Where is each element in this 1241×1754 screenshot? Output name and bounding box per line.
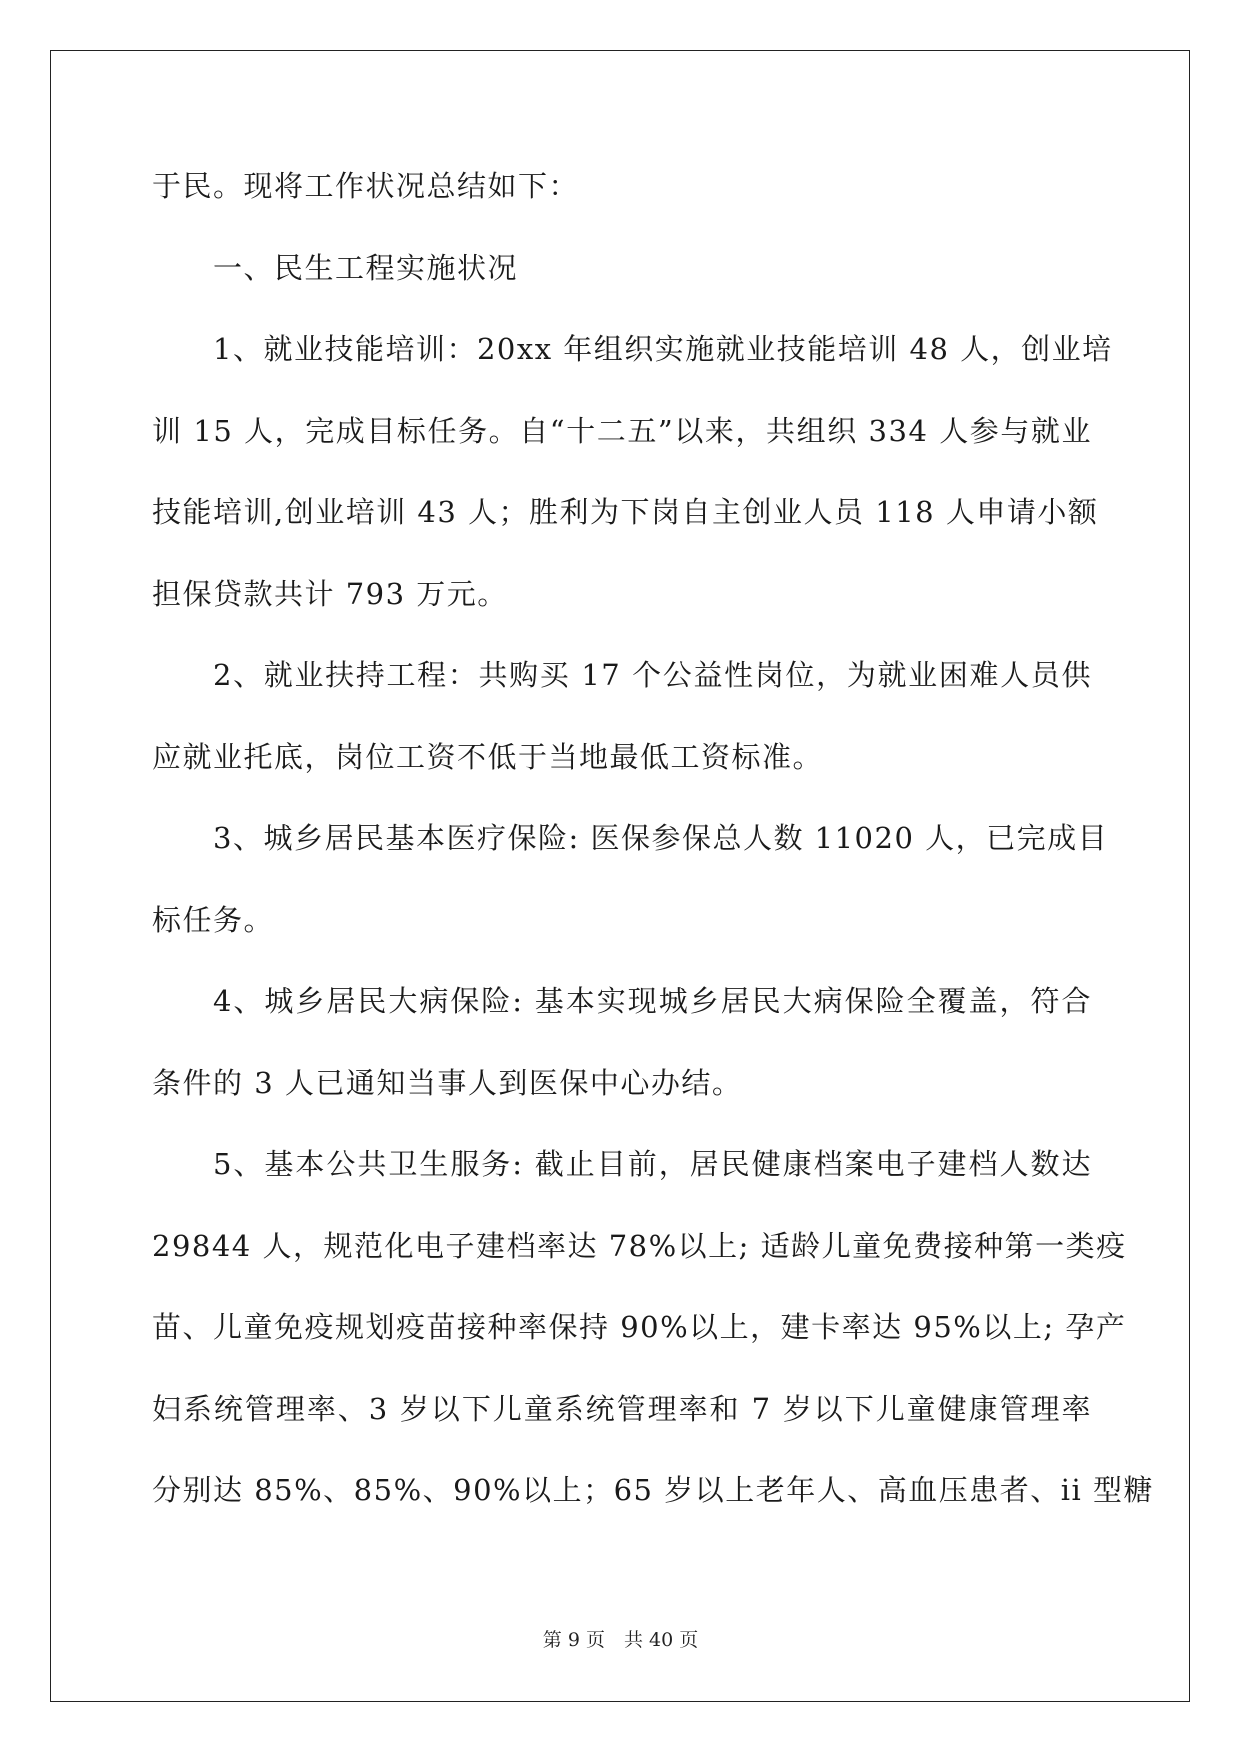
text-line: 担保贷款共计 793 万元。	[152, 576, 508, 611]
text-line: 1、就业技能培训：20xx 年组织实施就业技能培训 48 人，创业培	[213, 332, 1113, 366]
text-line: 2、就业扶持工程：共购买 17 个公益性岗位，为就业困难人员供	[213, 658, 1092, 692]
text-line: 训 15 人，完成目标任务。自“十二五”以来，共组织 334 人参与就业	[152, 413, 1092, 448]
text-line: 技能培训,创业培训 43 人；胜利为下岗自主创业人员 118 人申请小额	[152, 495, 1099, 529]
document-body	[152, 160, 1154, 1546]
text-line: 29844 人，规范化电子建档率达 78%以上; 适龄儿童免费接种第一类疫	[152, 1228, 1127, 1263]
text-line: 条件的 3 人已通知当事人到医保中心办结。	[152, 1065, 743, 1100]
text-line: 标任务。	[152, 902, 275, 937]
text-line: 4、城乡居民大病保险: 基本实现城乡居民大病保险全覆盖，符合	[213, 984, 1092, 1018]
text-line: 苗、儿童免疫规划疫苗接种率保持 90%以上，建卡率达 95%以上; 孕产	[152, 1310, 1127, 1344]
text-line: 5、基本公共卫生服务: 截止目前，居民健康档案电子建档人数达	[213, 1147, 1092, 1181]
text-line: 妇系统管理率、3 岁以下儿童系统管理率和 7 岁以下儿童健康管理率	[152, 1391, 1092, 1426]
text-line: 3、城乡居民基本医疗保险: 医保参保总人数 11020 人，已完成目	[213, 821, 1109, 855]
text-line: 一、民生工程实施状况	[213, 250, 519, 285]
text-line: 于民。现将工作状况总结如下：	[152, 169, 580, 203]
page-number: 第 9 页 共 40 页	[542, 1629, 699, 1651]
page-footer	[0, 1625, 1241, 1652]
text-line: 分别达 85%、85%、90%以上；65 岁以上老年人、高血压患者、ii 型糖	[152, 1473, 1154, 1507]
text-line: 应就业托底，岗位工资不低于当地最低工资标准。	[152, 739, 824, 774]
